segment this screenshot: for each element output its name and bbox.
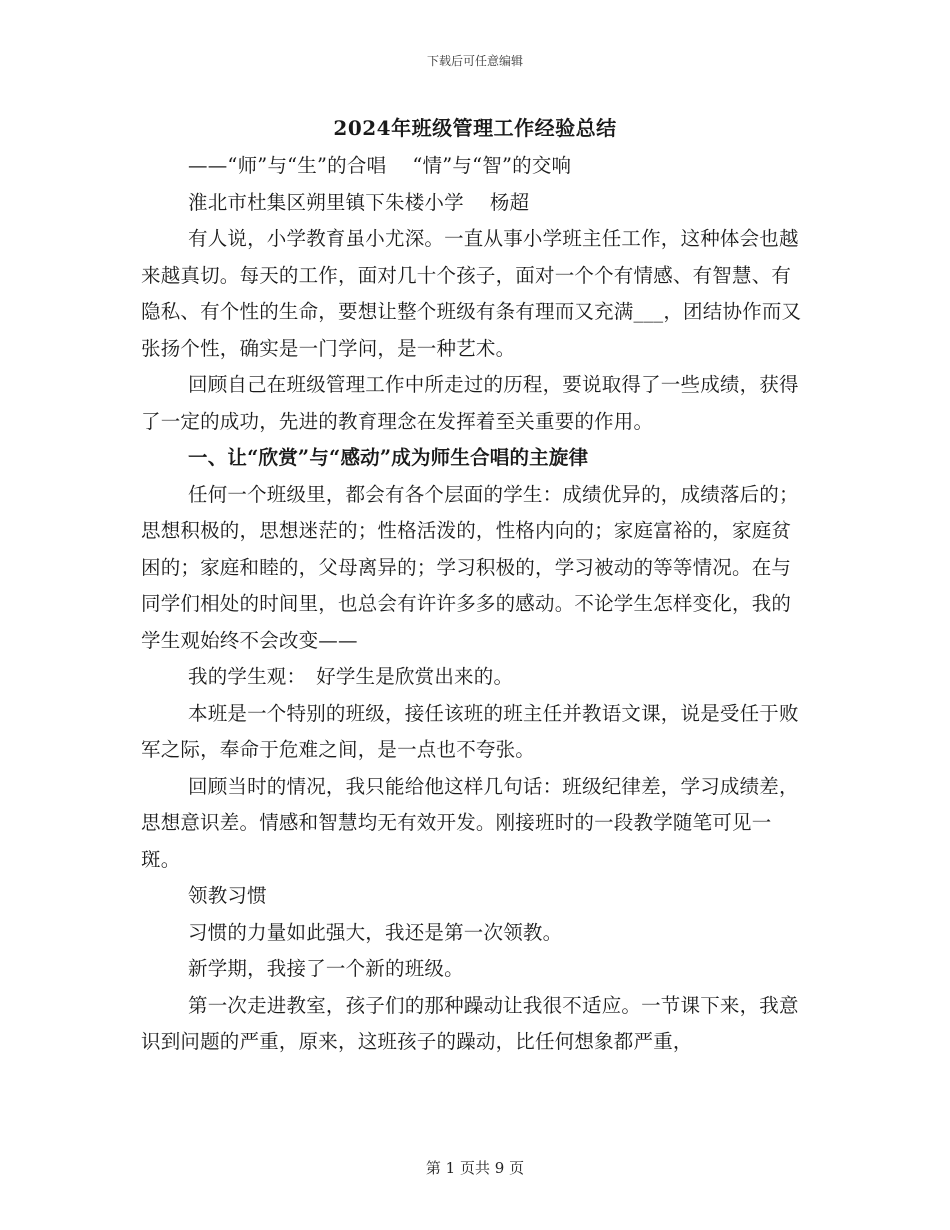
paragraph: 我的学生观： 好学生是欣赏出来的。 xyxy=(188,665,514,688)
document-subtitle: ——“师”与“生”的合唱 “情”与“智”的交响 xyxy=(188,154,572,177)
document-body xyxy=(141,112,809,1061)
paragraph: 本班是一个特别的班级，接任该班的班主任并教语文课，说是受任于败军之际，奉命于危难之间，是一点也不夸张。 xyxy=(141,701,799,761)
document-title: 2024年班级管理工作经验总结 xyxy=(333,116,617,140)
paragraph: 有人说，小学教育虽小尤深。一直从事小学班主任工作，这种体会也越来越真切。每天的工作，面对几十个孩子，面对一个个有情感、有智慧、有隐私、有个性的生命，要想让整个班级有条有理而又充满___，团结协作而又张扬个性，确实是一门学问，是一种艺术。 xyxy=(141,227,802,360)
paragraph: 任何一个班级里，都会有各个层面的学生：成绩优异的，成绩落后的；思想积极的，思想迷茫的；性格活泼的，性格内向的；家庭富裕的，家庭贫困的；家庭和睦的，父母离异的；学习积极的，学习被动的等等情况。在与同学们相处的时间里，也总会有许许多多的感动。不论学生怎样变化，我的学生观始终不会改变—— xyxy=(141,482,799,652)
page-header: 下载后可任意编辑 xyxy=(426,54,523,68)
paragraph: 新学期，我接了一个新的班级。 xyxy=(188,957,464,980)
paragraph: 回顾当时的情况，我只能给他这样几句话：班级纪律差，学习成绩差，思想意识差。情感和智慧均无有效开发。刚接班时的一段教学随笔可见一斑。 xyxy=(141,774,799,871)
paragraph: 第一次走进教室，孩子们的那种躁动让我很不适应。一节课下来，我意识到问题的严重，原来，这班孩子的躁动，比任何想象都严重， xyxy=(141,993,799,1053)
paragraph: 领教习惯 xyxy=(188,884,267,907)
section-heading: 一、让“欣赏”与“感动”成为师生合唱的主旋律 xyxy=(188,446,589,469)
paragraph: 回顾自己在班级管理工作中所走过的历程，要说取得了一些成绩，获得了一定的成功，先进的教育理念在发挥着至关重要的作用。 xyxy=(141,373,799,433)
paragraph: 习惯的力量如此强大，我还是第一次领教。 xyxy=(188,920,563,944)
author-line: 淮北市杜集区朔里镇下朱楼小学 杨超 xyxy=(188,190,530,214)
page-footer: 第 1 页共 9 页 xyxy=(425,1159,525,1177)
